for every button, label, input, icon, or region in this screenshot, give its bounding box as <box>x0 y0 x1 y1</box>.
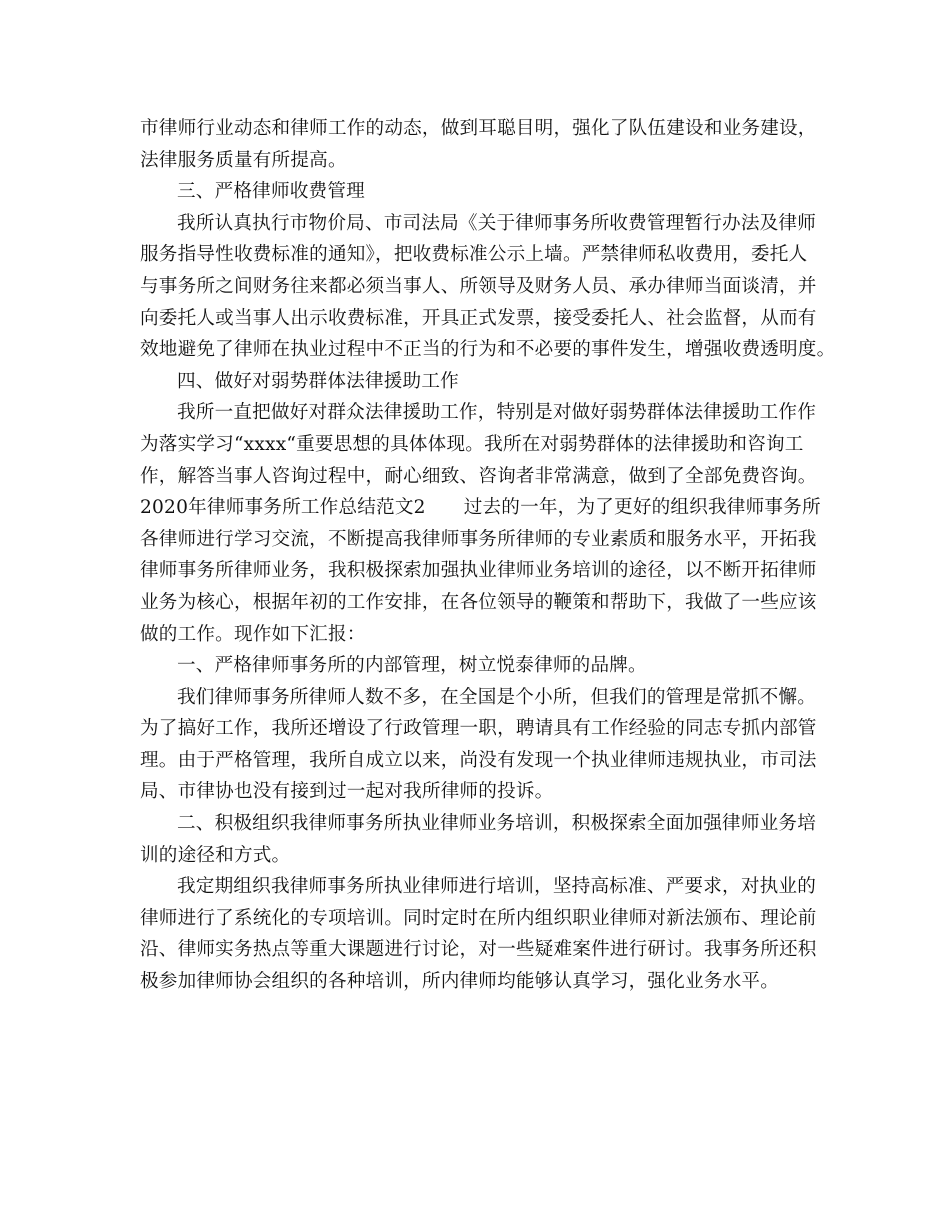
body-text-line: 局、市律协也没有接到过一起对我所律师的投诉。 <box>140 781 554 803</box>
body-text-line: 为了搞好工作，我所还增设了行政管理一职，聘请具有工作经验的同志专抓内部管 <box>140 718 817 740</box>
document-title: 2020年律师事务所工作总结范文2 <box>140 497 426 519</box>
body-text-line: 服务指导性收费标准的通知》，把收费标准公示上墙。严禁律师私收费用，委托人 <box>140 244 808 266</box>
body-text-line: 律师事务所律师业务，我积极探索加强执业律师业务培训的途径，以不断开拓律师 <box>140 560 817 582</box>
section-heading-4: 四、做好对弱势群体法律援助工作 <box>177 370 459 392</box>
section-heading-1: 一、严格律师事务所的内部管理，树立悦泰律师的品牌。 <box>177 655 647 677</box>
body-text-line: 做的工作。现作如下汇报： <box>140 623 366 645</box>
body-text-line: 我们律师事务所律师人数不多，在全国是个小所，但我们的管理是常抓不懈。 <box>177 686 816 708</box>
document-body <box>140 113 836 998</box>
body-text-line: 向委托人或当事人出示收费标准，开具正式发票，接受委托人、社会监督，从而有 <box>140 307 817 329</box>
body-text-line: 我所一直把做好对群众法律援助工作，特别是对做好弱势群体法律援助工作作 <box>177 402 816 424</box>
body-text-line: 为落实学习“xxxx“重要思想的具体体现。我所在对弱势群体的法律援助和咨询工 <box>140 433 804 455</box>
body-text-segment: 过去的一年，为了更好的组织我律师事务所 <box>463 497 821 519</box>
body-text-line: 市律师行业动态和律师工作的动态，做到耳聪目明，强化了队伍建设和业务建设， <box>140 118 817 139</box>
body-text-line: 律师进行了系统化的专项培训。同时定时在所内组织职业律师对新法颁布、理论前 <box>140 907 817 929</box>
body-text-line: 与事务所之间财务往来都必须当事人、所领导及财务人员、承办律师当面谈清，并 <box>140 275 817 297</box>
body-text-line: 业务为核心，根据年初的工作安排，在各位领导的鞭策和帮助下，我做了一些应该 <box>140 591 817 613</box>
body-text-line: 沿、律师实务热点等重大课题进行讨论，对一些疑难案件进行研讨。我事务所还积 <box>140 939 817 961</box>
title-and-intro-line <box>140 492 824 524</box>
body-text-line: 理。由于严格管理，我所自成立以来，尚没有发现一个执业律师违规执业，市司法 <box>140 749 817 771</box>
body-text-line: 极参加律师协会组织的各种培训，所内律师均能够认真学习，强化业务水平。 <box>140 971 779 993</box>
section-heading-2: 二、积极组织我律师事务所执业律师业务培训，积极探索全面加强律师业务培 <box>177 813 816 835</box>
body-text-line: 训的途径和方式。 <box>140 844 291 866</box>
body-text-line: 我定期组织我律师事务所执业律师进行培训，坚持高标准、严要求，对执业的 <box>177 876 816 898</box>
body-text-line: 法律服务质量有所提高。 <box>140 149 347 171</box>
body-text-line: 效地避免了律师在执业过程中不正当的行为和不必要的事件发生，增强收费透明度。 <box>140 339 836 361</box>
section-heading-3: 三、严格律师收费管理 <box>177 181 365 203</box>
body-text-line: 各律师进行学习交流，不断提高我律师事务所律师的专业素质和服务水平，开拓我 <box>140 528 817 550</box>
body-text-line: 我所认真执行市物价局、市司法局《关于律师事务所收费管理暂行办法及律师 <box>177 212 816 234</box>
body-text-line: 作，解答当事人咨询过程中，耐心细致、咨询者非常满意，做到了全部免费咨询。 <box>140 465 817 487</box>
